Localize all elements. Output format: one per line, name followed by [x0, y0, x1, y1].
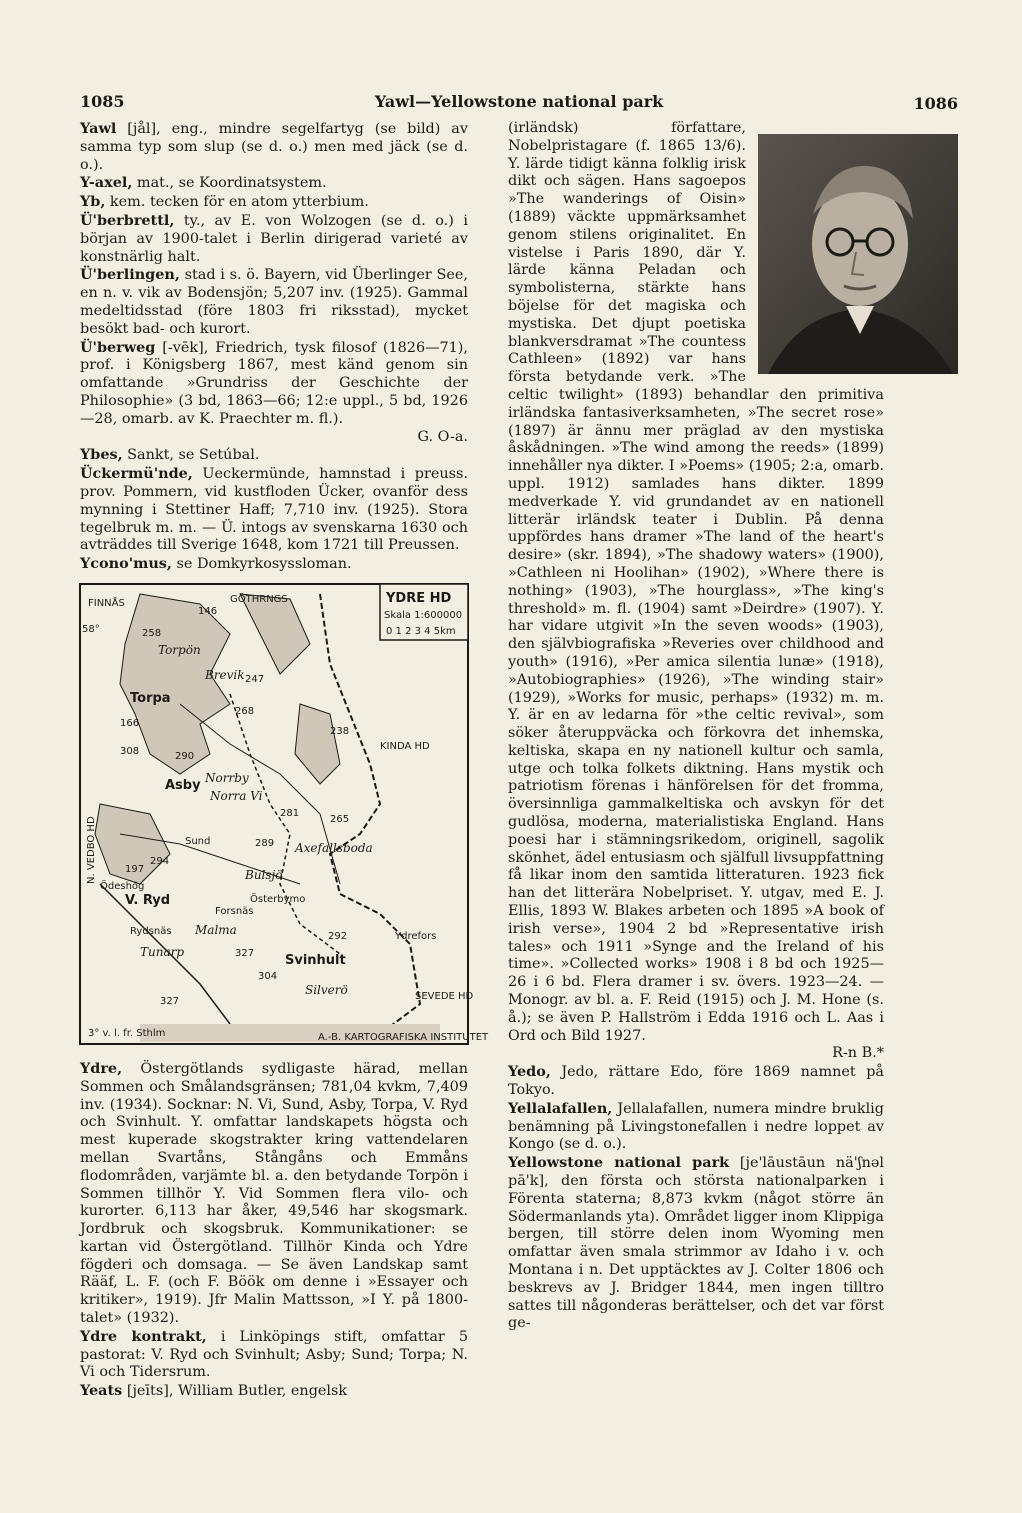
map-label: Silverö	[305, 982, 348, 997]
entry-y-axel: Y-axel, mat., se Koordinatsystem.	[80, 174, 327, 192]
page-header	[80, 92, 958, 116]
map-number: 294	[150, 855, 170, 867]
headword: Yellalafallen,	[508, 1099, 613, 1117]
headword: Yawl	[80, 120, 117, 137]
map-number: 327	[235, 947, 255, 959]
entry-yedo: Yedo, Jedo, rättare Edo, före 1869 namnet på Tokyo.	[508, 1063, 884, 1099]
running-title: Yawl—Yellowstone national park	[374, 92, 664, 111]
map-label: V. Ryd	[125, 892, 171, 908]
map-label: Svinhult	[285, 952, 346, 968]
headword: Ybes,	[80, 446, 123, 464]
map-scale-ticks: 0 1 2 3 4 5km	[386, 625, 456, 637]
map-number: 304	[258, 970, 278, 982]
map-number: 268	[235, 705, 255, 717]
map-label: Österbymo	[250, 893, 306, 905]
map-label: Asby	[165, 777, 201, 793]
map-number: 146	[198, 605, 218, 617]
map-label: Norra Vi	[210, 788, 263, 803]
headword: Ückermü'nde,	[80, 465, 193, 483]
entry-uckermunde: Ückermü'nde, Ueckermünde, hamnstad i preuss. prov. Pommern, vid kustfloden Ücker, ovanför dess mynning i Stettiner Haff; 7,710 inv. (1925). Stora tegelbruk m. m. — Ü. intogs av svenskarna 1630 och avträddes till Sverige 1648, kom 1721 till Preussen.	[80, 465, 468, 554]
map-number: 290	[175, 750, 195, 762]
entry-yellowstone: Yellowstone national park [je'lāustāun nä'ʃnəl pā'k], den första och största nationalparken i Förenta staterna; 8,873 kvkm (något större än Södermanlands yta). Området ligger inom Klippiga bergen, till större delen inom Wyoming men omfattar även smala strimmor av Idaho i v. och Montana i n. Det upptäcktes av J. Colter 1806 och beskrevs av J. Bridger 1844, men ingen tilltro sattes till någonderas berättelser, och det var först ge-	[508, 1154, 884, 1332]
map-number: 58°	[82, 623, 100, 635]
map-side-label: N. VEDBO HD	[86, 816, 97, 884]
map-title: YDRE HD	[386, 590, 452, 606]
entry-yellalafallen: Yellalafallen, Jellalafallen, numera mindre bruklig benämning på Livingstonefallen i nedre loppet av Kongo (se d. o.).	[508, 1099, 884, 1153]
map-number: 247	[245, 673, 265, 685]
headword: Ydre kontrakt,	[80, 1327, 207, 1345]
map-label: Norrby	[205, 770, 249, 785]
entry-yb: Yb, kem. tecken för en atom ytterbium.	[80, 193, 369, 211]
headword: Yb,	[80, 193, 106, 211]
map-label: Brevik	[205, 667, 245, 682]
map-label: SEVEDE HD	[415, 990, 474, 1002]
map-credit: A.-B. KARTOGRAFISKA INSTITUTET	[318, 1031, 489, 1043]
entry-yawl: Yawl [jål], eng., mindre segelfartyg (se bild) av samma typ som slup (se d. o.) men med jäck (se d. o.).	[80, 120, 468, 173]
map-label: Ödeshög	[100, 880, 145, 892]
map-number: 281	[280, 807, 300, 819]
map-number: 258	[142, 627, 162, 639]
headword: Ycono'mus,	[80, 555, 172, 573]
map-number: 166	[120, 717, 140, 729]
left-column	[80, 120, 489, 1401]
entry-yeats-cont: (irländsk) författare, Nobelpristagare (f. 1865 13/6). Y. lärde tidigt känna folklig irisk dikt och sägen. Hans sagoepos »The wanderings of Oisin» (1889) väckte uppmärksamhet genom stilens originalitet. En vistelse i Paris 1890, där Y. lärde känna Peladan och symbolisterna, stärkte hans böjelse för det magiska och mystiska. Det djupt poetiska blankversdramat »The countess Cathleen» (1892) var hans första betydande verk. »The celtic twilight» (1893) behandlar den primitiva irländska fantasiverksamheten, »The secret rose» (1897) är ännu mer präglad av den mystiska åskådningen. »The wind among the reeds» (1899) innehåller nya dikter. I »Poems» (1905; 2:a, omarb. uppl. 1912) samlades hans dikter. 1899 medverkade Y. vid grundandet av en nationell litterär irländsk teater i Dublin. På denna uppfördes hans dramer »The land of the heart's desire» (skr. 1894), »The shadowy waters» (1900), »Cathleen ni Hoolihan» (1902), »Where there is nothing» (1903), »The hourglass», »The king's threshold» m. fl. (1904) samt »Deirdre» (1907). Y. har vidare utgivit »In the seven woods» (1903), den självbiografiska »Reveries over childhood and youth» (1916), »Per amica silentia lunæ» (1918), »Autobiographies» (1926), »The winding stair» (1929), »Works for music, perhaps» (1932) m. m. Y. är en av ledarna för »the celtic revival», som söker återuppväcka och förkovra det inhemska, keltiska, skapa en ny nationell kultur och samla, utge och tolka folkets diktning. Hans mystik och patriotism förenas i hänförelsen för det fromma, översinnliga gammalkeltiska och avskyn för det gudlösa, moderna, materialistiska England. Hans poesi har i stämningsrikedom, originell, sagolik skönhet, ädel entusiasm och själfull livsuppfattning få likar inom den samtida litteraturen. 1923 fick han det litterära Nobelpriset. Y. utgav, med E. J. Ellis, 1893 W. Blakes arbeten och 1895 »A book of irish verse», 1904 2 bd »Representative irish tales» och 1911 »Synge and the Ireland of his time». »Collected works» 1908 i 8 bd och 1925—26 i 6 bd. Flera dramer i sv. övers. 1923—24. — Monogr. av bl. a. F. Reid (1915) och J. M. Hone (s. å.); se även P. Hallström i Edda 1916 och L. Aas i Ord och Bild 1927.	[508, 120, 884, 1044]
page-number-left: 1085	[80, 92, 125, 111]
headword: Y-axel,	[80, 174, 133, 192]
entry-yeats: Yeats [jeīts], William Butler, engelsk	[80, 1382, 348, 1400]
headword: Ü'berlingen,	[80, 266, 180, 284]
map-number: 292	[328, 930, 348, 942]
map-label: Malma	[195, 922, 237, 937]
right-column	[508, 120, 884, 1333]
page-number-right: 1086	[913, 94, 958, 113]
headword: Ü'berbrettl,	[80, 211, 175, 229]
map-label: Forsnäs	[215, 905, 254, 917]
map-number: 238	[330, 725, 350, 737]
map-number: 3° v. l. fr. Sthlm	[88, 1027, 166, 1039]
map-label: Torpa	[130, 690, 171, 706]
map-label: Torpön	[158, 642, 201, 657]
map-label: Bulsjö	[245, 867, 283, 882]
signature: R-n B.*	[832, 1045, 884, 1062]
map-label: KINDA HD	[380, 740, 430, 752]
headword: Ü'berweg	[80, 338, 156, 356]
ydre-map	[80, 584, 489, 1044]
map-number: 327	[160, 995, 180, 1007]
map-label: GÖTHRNGS	[230, 593, 288, 605]
entry-uberbrettl: Ü'berbrettl, ty., av E. von Wolzogen (se d. o.) i början av 1900-talet i Berlin dirigerad varieté av konstnärlig halt.	[80, 211, 468, 265]
headword: Ydre,	[80, 1059, 123, 1077]
entry-ydre: Ydre, Östergötlands sydligaste härad, mellan Sommen och Smålandsgränsen; 781,04 kvkm, 7,409 inv. (1934). Socknar: N. Vi, Sund, Asby, Torpa, V. Ryd och Svinhult. Y. omfattar landskapets högsta och mest kuperade skogstrakter kring vattendelaren mellan Svartåns, Stångåns och Emmåns flodområden, varjämte bl. a. den betydande Torpön i Sommen tillhör Y. Vid Sommen flera vilo- och kurorter. 6,113 har åker, 49,546 har skogsmark. Jordbruk och skogsbruk. Kommunikationer: se kartan vid Östergötland. Tillhör Kinda och Ydre fögderi och domsaga. — Se även Landskap samt Rääf, L. F. (och F. Böök om denne i »Essayer och kritiker», 1919). Jfr Malin Mattsson, »I Y. på 1800-talet» (1932).	[80, 1059, 468, 1327]
map-label: Ydrefors	[395, 930, 437, 942]
headword: Yellowstone national park	[508, 1154, 730, 1172]
entry-uberweg: Ü'berweg [-vēk], Friedrich, tysk filosof (1826—71), prof. i Königsberg 1867, mest känd genom sin omfattande »Grundriss der Geschichte der Philosophie» (3 bd, 1863—66; 12:e uppl., 5 bd, 1926—28, omarb. av K. Praechter m. fl.).	[80, 338, 468, 427]
portrait-photo	[758, 134, 958, 374]
headword: Yeats	[80, 1382, 123, 1400]
map-scale: Skala 1:600000	[384, 609, 463, 621]
map-label: Tunarp	[140, 944, 185, 959]
entry-yconomus: Ycono'mus, se Domkyrkosyssloman.	[80, 555, 352, 573]
map-label: Rydsnäs	[130, 925, 172, 937]
entry-uberlingen: Ü'berlingen, stad i s. ö. Bayern, vid Überlinger See, en n. v. vik av Bodensjön; 5,207 inv. (1925). Gammal medeltidsstad (före 1803 fri riksstad), mycket besökt bad- och kurort.	[80, 266, 468, 337]
headword: Yedo,	[508, 1063, 551, 1081]
map-number: 289	[255, 837, 275, 849]
map-number: 308	[120, 745, 140, 757]
entry-ydre-kontrakt: Ydre kontrakt, i Linköpings stift, omfattar 5 pastorat: V. Ryd och Svinhult; Asby; Sund; Torpa; N. Vi och Tidersrum.	[80, 1327, 468, 1381]
map-number: 197	[125, 863, 145, 875]
entry-ybes: Ybes, Sankt, se Setúbal.	[80, 446, 260, 464]
map-label: Axefallsboda	[295, 840, 373, 855]
map-label: FINNÅS	[88, 597, 125, 609]
signature: G. O-a.	[417, 428, 468, 445]
map-label: Sund	[185, 835, 211, 847]
yeats-portrait	[758, 134, 958, 374]
map-number: 265	[330, 813, 350, 825]
